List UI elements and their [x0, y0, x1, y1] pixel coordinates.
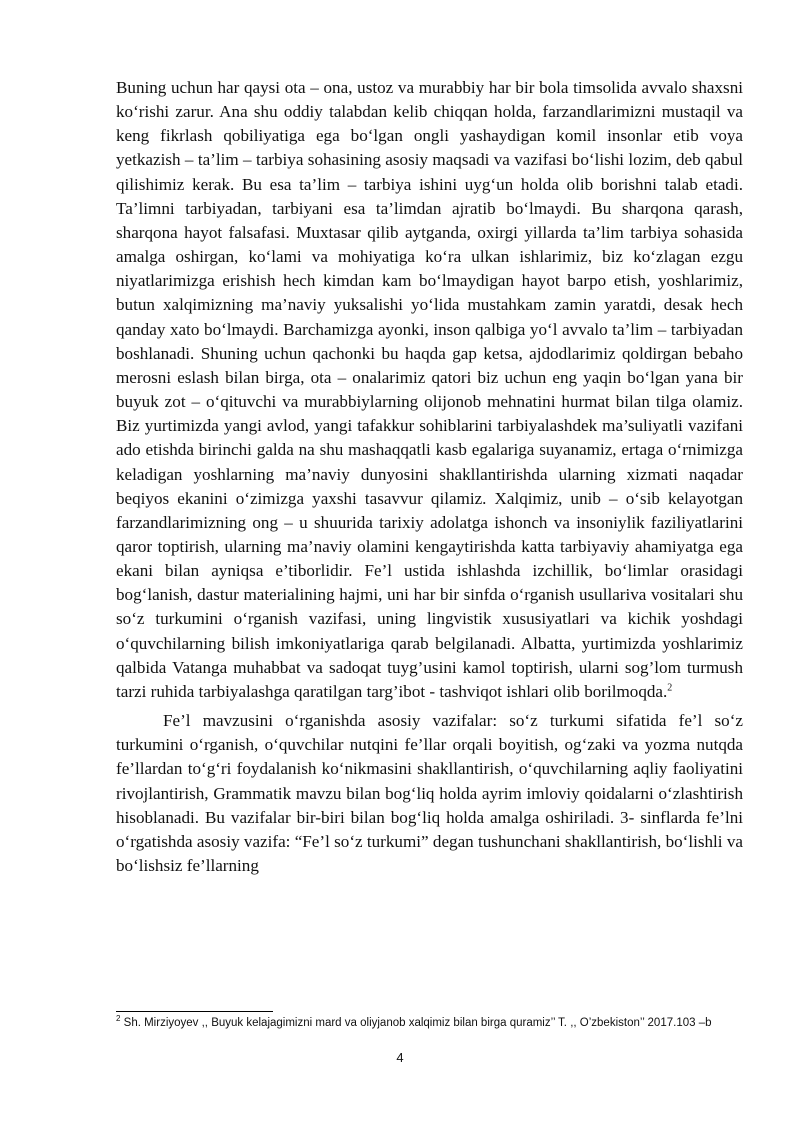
footnote-reference[interactable]: 2: [667, 682, 673, 694]
paragraph-2-text: Fe’l mavzusini o‘rganishda asosiy vazifalar: so‘z turkumi sifatida fe’l so‘z turkumini o‘rganish, o‘quvchilar nutqini fe’llar orqali boyitish, og‘zaki va yozma nutqda fe’llardan to‘g‘ri foydalanish ko‘nikmasini shakllantirish, o‘quvchilarning aqliy faoliyatini rivojlantirish, Grammatik mavzu bilan bog‘liq holda ayrim imloviy qoidalarni o‘zlashtirish hisoblanadi. Bu vazifalar bir-biri bilan bog‘liq holda amalga oshiriladi. 3- sinflarda fe’lni o‘rgatishda asosiy vazifa: “Fe’l so‘z turkumi” degan tushunchani shakllantirish, bo‘lishli va bo‘lishsiz fe’llarning: [116, 711, 743, 875]
paragraph-1-text: Buning uchun har qaysi ota – ona, ustoz va murabbiy har bir bola timsolida avvalo shaxsni ko‘rishi zarur. Ana shu oddiy talabdan kelib chiqqan holda, farzandlarimizni mustaqil va keng fikrlash qobiliyatiga ega bo‘lgan ongli yashaydigan komil insonlar etib voya yetkazish – ta’lim – tarbiya sohasining asosiy maqsadi va vazifasi bo‘lishi lozim, deb qabul qilishimiz kerak. Bu esa ta’lim – tarbiya ishini uyg‘un holda olib borishni talab etadi. Ta’limni tarbiyadan, tarbiyani esa ta’limdan ajratib bo‘lmaydi. Bu sharqona qarash, sharqona hayot falsafasi. Muxtasar qilib aytganda, oxirgi yillarda ta’lim tarbiya sohasida amalga oshirgan, ko‘lami va mohiyatiga ko‘ra ulkan ishlarimiz, biz ko‘zlagan ezgu niyatlarimizga erishish hech kimdan kam bo‘lmaydigan hayot barpo etish, yoshlarimiz, butun xalqimizning ma’naviy yuksalishi yo‘lida mustahkam zamin yaratdi, desak hech qanday xato bo‘lmaydi. Barchamizga ayonki, inson qalbiga yo‘l avvalo ta’lim – tarbiyadan boshlanadi. Shuning uchun qachonki bu haqda gap ketsa, ajdodlarimiz qoldirgan bebaho merosni eslash bilan birga, ota – onalarimiz qatori biz uchun eng yaqin bo‘lgan yana bir buyuk zot – o‘qituvchi va murabbiylarning olijonob mehnatini hurmat bilan tilga olamiz. Biz yurtimizda yangi avlod, yangi tafakkur sohiblarini tarbiyalashdek ma’suliyatli vazifani ado etishda birinchi galda na shu mashaqqatli kasb egalariga suyanamiz, ertaga o‘rnimizga keladigan yoshlarning ma’naviy dunyosini shakllantirishda ularning xizmati naqadar beqiyos ekanini o‘zimizga yaxshi tasavvur qilamiz. Xalqimiz, unib – o‘sib kelayotgan farzandlarimizning ong – u shuurida tarixiy adolatga ishonch va insoniylik faziliyatlarini qaror toptirish, ularning ma’naviy olamini kengaytirishda katta tarbiyaviy ahamiyatga ega ekani bilan ayniqsa e’tiborlidir. Fe’l ustida ishlashda izchillik, bo‘limlar orasidagi bog‘lanish, dastur materialining hajmi, uni har bir sinfda o‘rganish usullariva vositalari shu so‘z turkumini o‘rganish vazifasi, uning lingvistik xususiyatlari va kichik yoshdagi o‘quvchilarning bilish imkoniyatlariga qarab belgilanadi. Albatta, yurtimizda yoshlarimiz qalbida Vatanga muhabbat va sadoqat tuyg’usini kamol toptirish, ularni sog’lom turmush tarzi ruhida tarbiyalashga qaratilgan targ’ibot - tashviqot ishlari olib borilmoqda.: [116, 78, 743, 701]
body-text: [116, 76, 743, 878]
footnote-text: Sh. Mirziyoyev ,, Buyuk kelajagimizni mard va oliyjanob xalqimiz bilan birga quramiz’’ T. ,, O’zbekiston’’ 2017.103 –b: [120, 1017, 712, 1029]
footnote: [116, 1015, 743, 1032]
paragraph-1: [116, 76, 743, 704]
paragraph-2: [116, 709, 743, 878]
footnote-marker: 2: [116, 1014, 121, 1024]
page-number: 4: [396, 1050, 404, 1065]
footnote-separator: [116, 1011, 273, 1012]
